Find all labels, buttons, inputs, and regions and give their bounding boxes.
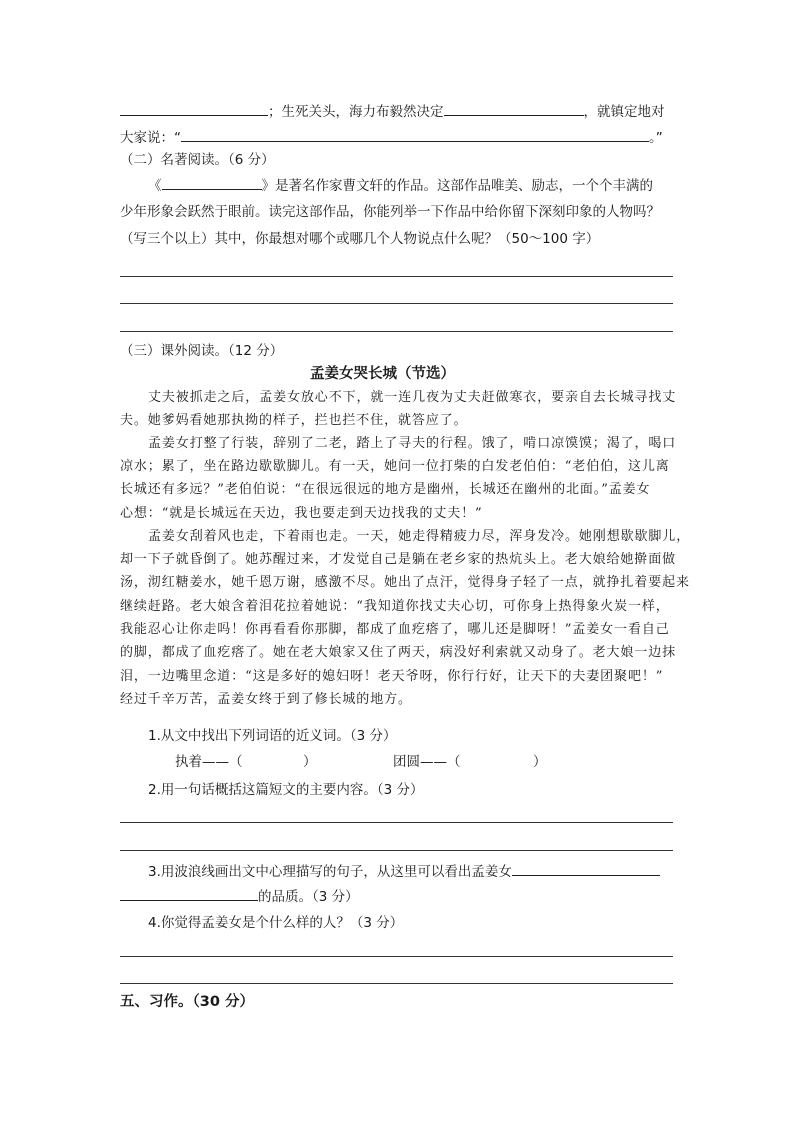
question-4: 4.你觉得孟姜女是个什么样的人？（3 分） [148, 915, 404, 931]
question-1-item-a: 执着——（ [175, 754, 243, 770]
passage-line: 凉水；累了，坐在路边歇歇脚儿。有一天，她问一位打柴的白发老伯伯：“老伯伯，这儿离 [120, 459, 670, 474]
passage-line: 我能忍心让你走吗！你再看看你那脚，都成了血疙瘩了，哪儿还是脚呀！”孟姜女一看自己 [120, 622, 670, 637]
answer-line[interactable] [120, 956, 673, 957]
book-title-blank[interactable] [162, 175, 262, 190]
passage-line: 却一下子就昏倒了。她苏醒过来，才发觉自己是躺在老乡家的热炕头上。老大娘给她擀面做 [120, 552, 677, 567]
passage-line: 长城还有多远？”老伯伯说：“在很远很远的地方是幽州，长城还在幽州的北面。”孟姜女 [120, 482, 651, 497]
answer-blank[interactable] [120, 886, 258, 901]
passage-line: 汤，沏红糖姜水，她千恩万谢，感激不尽。她出了点汗，觉得身子轻了一点，就挣扎着要起来 [120, 575, 690, 590]
answer-line[interactable] [120, 983, 673, 984]
question-1: 1.从文中找出下列词语的近义词。（3 分） [148, 728, 397, 744]
answer-blank[interactable] [181, 127, 649, 142]
answer-blank[interactable] [444, 101, 584, 116]
passage-line: 的脚，都成了血疙瘩了。她在老大娘家又住了两天，病没好利索就又动身了。老大娘一边抹 [120, 645, 677, 660]
question-3-line-1: 3.用波浪线画出文中心理描写的句子，从这里可以看出孟姜女 [148, 861, 660, 882]
famous-reading-line-1: 《 》是著名作家曹文轩的作品。这部作品唯美、励志，一个个丰满的 [148, 175, 653, 196]
passage-line: 心想：“就是长城远在天边，我也要走到天边找我的丈夫！” [120, 506, 483, 521]
answer-line[interactable] [120, 850, 673, 851]
question-3-line-2: 的品质。（3 分） [120, 886, 359, 907]
passage-line: 孟姜女刮着风也走，下着雨也走。一天，她走得精疲力尽，浑身发冷。她刚想歇歇脚儿， [148, 529, 691, 544]
question-2: 2.用一句话概括这篇短文的主要内容。（3 分） [148, 782, 424, 798]
fill-line-1: ；生死关头，海力布毅然决定 ，就镇定地对 [120, 101, 665, 122]
passage-line: 继续赶路。老大娘含着泪花拉着她说：“我知道你找丈夫心切，可你身上热得象火炭一样， [120, 599, 670, 614]
answer-line[interactable] [120, 276, 673, 277]
answer-line[interactable] [120, 331, 673, 332]
section-5-heading: 五、习作。（30 分） [120, 994, 254, 1010]
passage-line: 泪，一边嘴里念道：“这是多好的媳妇呀！老天爷呀，你行行好，让天下的夫妻团聚吧！” [120, 669, 664, 684]
answer-blank[interactable] [120, 101, 268, 116]
passage-line: 丈夫被抓走之后，孟姜女放心不下，就一连几夜为丈夫赶做寒衣，要亲自去长城寻找丈 [148, 390, 677, 405]
answer-line[interactable] [120, 822, 673, 823]
passage-line: 夫。她爹妈看她那执拗的样子，拦也拦不住，就答应了。 [120, 413, 468, 428]
answer-blank[interactable] [512, 861, 660, 876]
passage-line: 孟姜女打整了行装，辞别了二老，踏上了寻夫的行程。饿了，啃口凉馍馍；渴了，喝口 [148, 436, 677, 451]
famous-reading-line-3: （写三个以上）其中，你最想对哪个或哪几个人物说点什么呢？（50～100 字） [120, 231, 600, 247]
question-1-item-b: 团圆——（ [393, 754, 461, 770]
answer-line[interactable] [120, 303, 673, 304]
extra-reading-heading: （三）课外阅读。（12 分） [120, 343, 284, 359]
fill-line-2: 大家说：“ 。” [120, 127, 663, 148]
famous-reading-heading: （二）名著阅读。（6 分） [120, 152, 275, 168]
famous-reading-line-2: 少年形象会跃然于眼前。读完这部作品，你能列举一下作品中给你留下深刻印象的人物吗？ [120, 204, 660, 220]
passage-title: 孟姜女哭长城（节选） [310, 366, 455, 382]
passage-line: 经过千辛万苦，孟姜女终于到了修长城的地方。 [120, 692, 412, 707]
